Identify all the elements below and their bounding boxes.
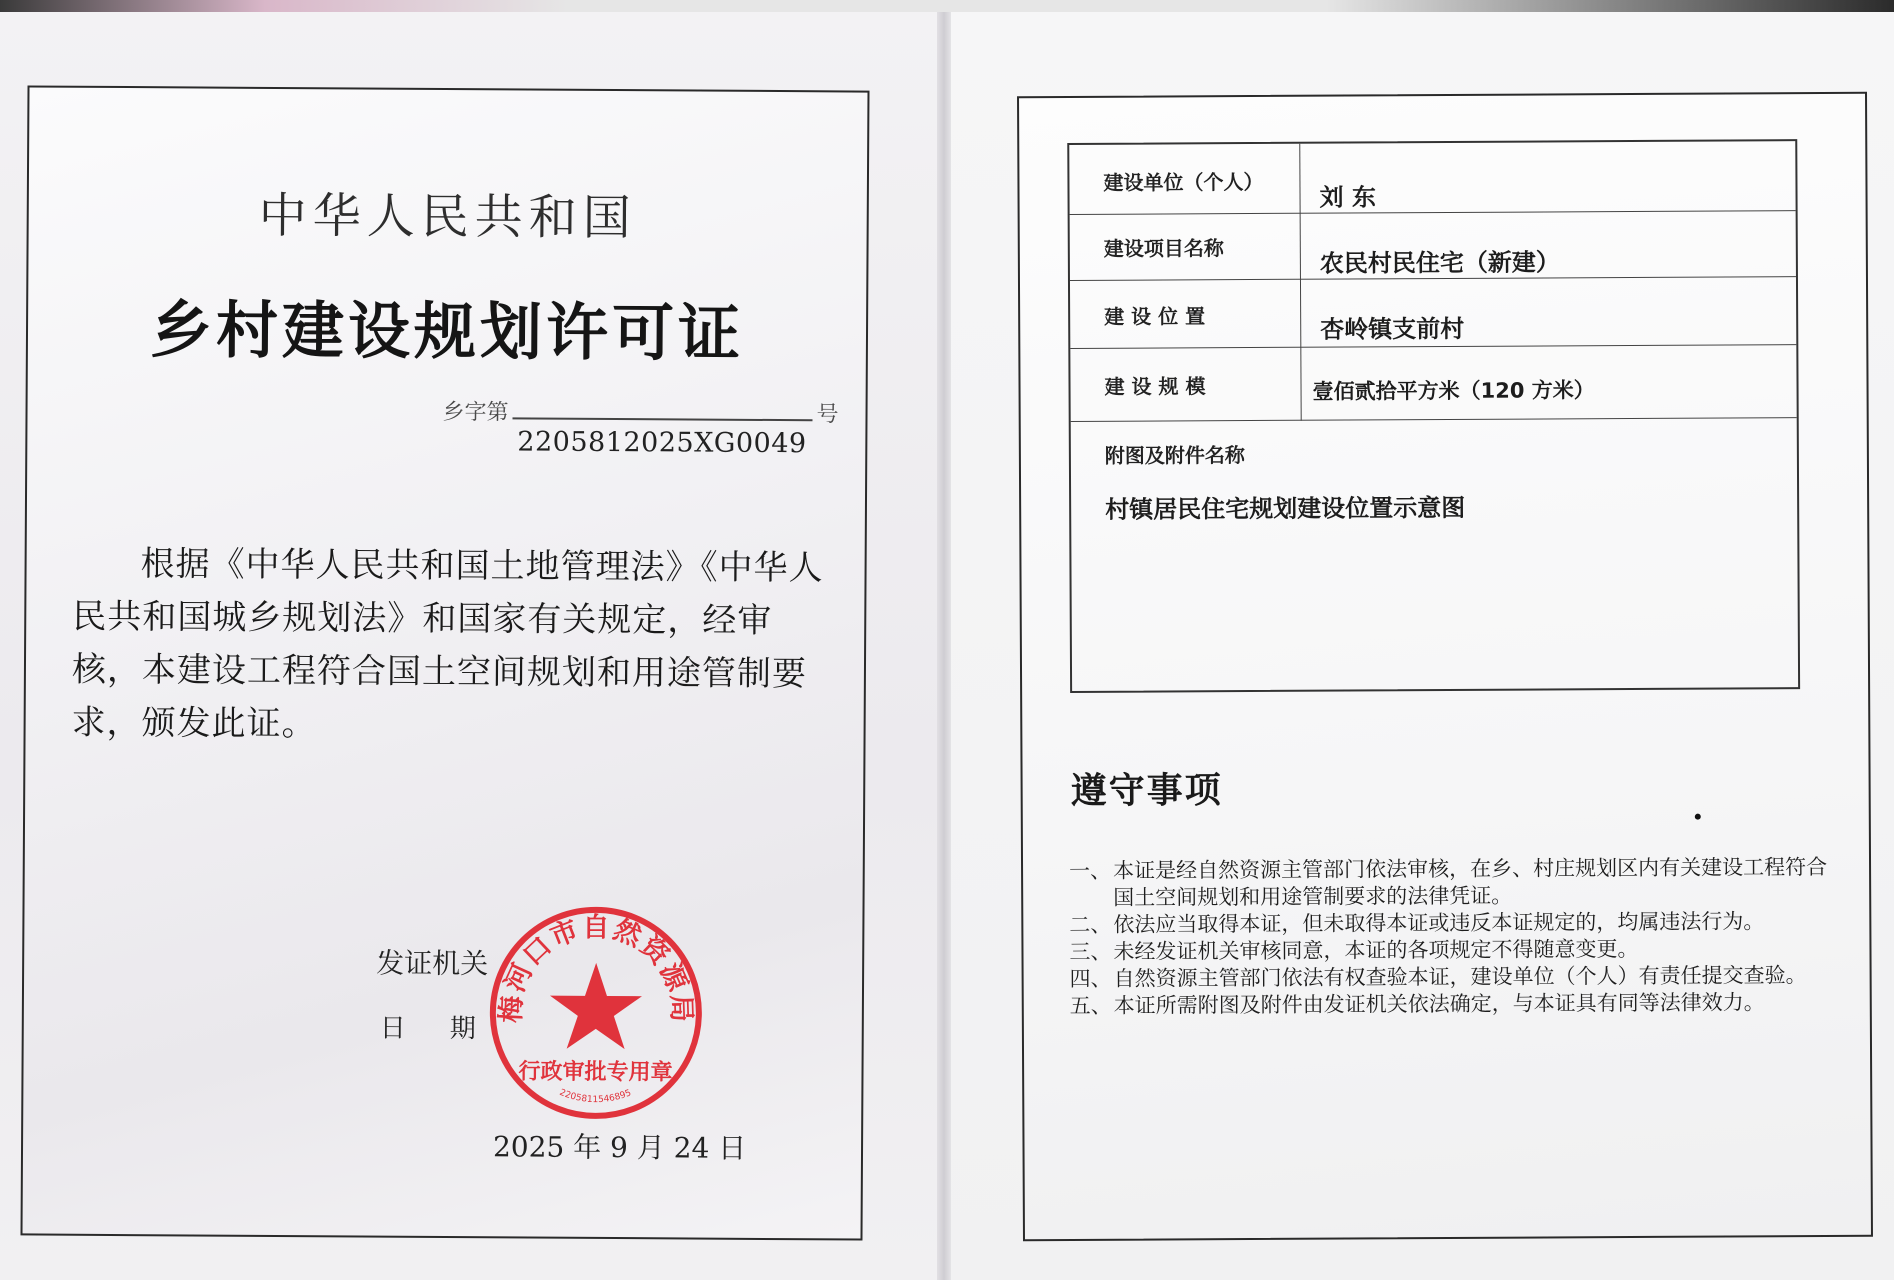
table-row — [1070, 211, 1796, 281]
issue-date: 2025 年 9 月 24 日 — [492, 1130, 747, 1165]
issuer-label: 发证机关 — [376, 946, 489, 981]
note-text: 依法应当取得本证，但未取得本证或违反本证规定的，均属违法行为。 — [1113, 909, 1765, 937]
book-fold — [937, 0, 951, 1280]
stamp-bottom-text: 行政审批专用章 — [518, 1059, 673, 1086]
note-number: 一、 — [1069, 858, 1112, 883]
attachments-label: 附图及附件名称 — [1104, 443, 1245, 468]
field-value: 农民村民住宅（新建） — [1319, 248, 1560, 278]
country-name: 中华人民共和国 — [258, 187, 637, 247]
note-number: 三、 — [1069, 939, 1112, 964]
certificate-cover-page — [20, 85, 869, 1240]
list-item — [1069, 935, 1829, 966]
svg-text:2205811546895 — [558, 1088, 633, 1106]
field-label: 建 设 规 模 — [1104, 374, 1206, 399]
notes-list — [1069, 854, 1830, 1020]
certificate-number: 2205812025XG0049 — [517, 426, 807, 460]
note-text: 本证是经自然资源主管部门依法审核，在乡、村庄规划区内有关建设工程符合国土空间规划和用途管制要求的法律凭证。 — [1113, 855, 1828, 910]
field-label: 建设单位（个人） — [1103, 169, 1264, 195]
stamp-top-text: 梅河口市自然资源局 — [495, 912, 697, 1025]
details-table — [1067, 139, 1800, 693]
notes-title: 遵守事项 — [1070, 770, 1223, 812]
field-value: 刘 东 — [1319, 183, 1376, 212]
table-row — [1070, 345, 1796, 422]
date-label: 日期 — [379, 1013, 520, 1045]
table-row — [1070, 277, 1796, 349]
list-item — [1070, 962, 1830, 993]
note-number: 四、 — [1069, 966, 1112, 991]
note-text: 本证所需附图及附件由发证机关依法确定，与本证具有同等法律效力。 — [1113, 990, 1765, 1018]
note-text: 自然资源主管部门依法有权查验本证，建设单位（个人）有责任提交查验。 — [1113, 963, 1807, 991]
official-seal-stamp — [485, 902, 706, 1123]
top-edge-strip — [0, 0, 1894, 12]
list-item — [1069, 854, 1829, 912]
certificate-title: 乡村建设规划许可证 — [149, 293, 745, 370]
field-value: 壹佰贰拾平方米（120 方米） — [1312, 378, 1595, 404]
list-item — [1070, 989, 1830, 1020]
certificate-body-text: 根据《中华人民共和国土地管理法》《中华人民共和国城乡规划法》和国家有关规定，经审核，本建设工程符合国土空间规划和用途管制要求，颁发此证。 — [71, 544, 824, 745]
note-number: 五、 — [1069, 993, 1112, 1018]
table-row — [1069, 141, 1795, 215]
stamp-serial: 2205811546895 — [557, 1087, 633, 1106]
field-value: 杏岭镇支前村 — [1320, 314, 1465, 344]
note-number: 二、 — [1069, 912, 1112, 937]
number-blank — [513, 399, 813, 421]
list-item — [1069, 908, 1829, 939]
attachments-value: 村镇居民住宅规划建设位置示意图 — [1105, 493, 1466, 524]
certificate-details-page — [1017, 92, 1873, 1241]
ink-dot — [1695, 814, 1701, 820]
certificate-number-line — [442, 395, 838, 428]
note-text: 未经发证机关审核同意，本证的各项规定不得随意变更。 — [1113, 936, 1639, 964]
field-label: 建设项目名称 — [1103, 236, 1224, 261]
number-suffix: 号 — [816, 402, 839, 428]
field-label: 建 设 位 置 — [1104, 304, 1206, 329]
number-prefix: 乡字第 — [442, 399, 509, 426]
